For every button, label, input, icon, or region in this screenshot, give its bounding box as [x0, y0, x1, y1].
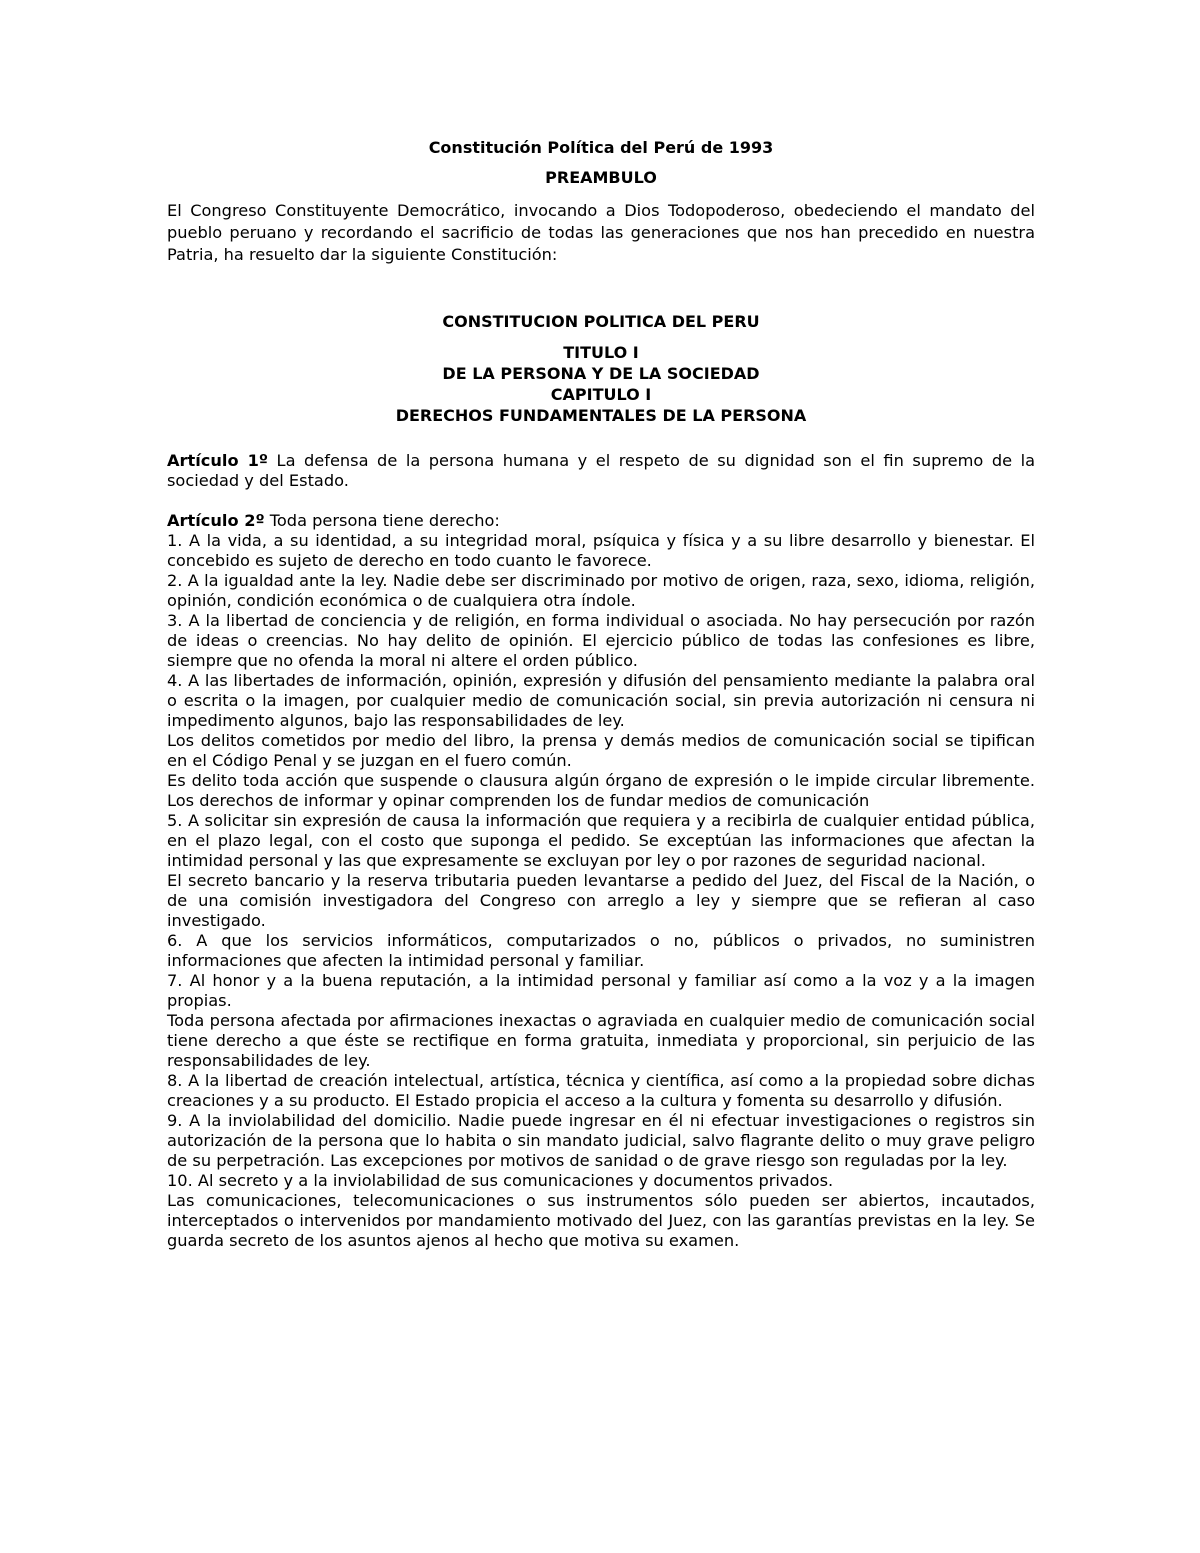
paragraph: 1. A la vida, a su identidad, a su integridad moral, psíquica y física y a su libre desarrollo y bienestar. El concebido es sujeto de derecho en todo cuanto le favorece. [167, 531, 1035, 570]
capitulo-heading: CAPITULO I [550, 385, 652, 404]
paragraph: Las comunicaciones, telecomunicaciones o sus instrumentos sólo pueden ser abiertos, incautados, interceptados o intervenidos por mandamiento motivado del Juez, con las garantías previstas en la ley. Se guarda secreto de los asuntos ajenos al hecho que motiva su examen. [167, 1191, 1035, 1250]
paragraph: 4. A las libertades de información, opinión, expresión y difusión del pensamiento mediante la palabra oral o escrita o la imagen, por cualquier medio de comunicación social, sin previa autorización ni censura ni impedimento algunos, bajo las responsabilidades de ley. [167, 671, 1035, 730]
paragraph: 8. A la libertad de creación intelectual, artística, técnica y científica, así como a la propiedad sobre dichas creaciones y a su producto. El Estado propicia el acceso a la cultura y fomenta su desarrollo y difusión. [167, 1071, 1035, 1110]
document-title: Constitución Política del Perú de 1993 [428, 138, 774, 157]
paragraph: 2. A la igualdad ante la ley. Nadie debe ser discriminado por motivo de origen, raza, sexo, idioma, religión, opinión, condición económica o de cualquiera otra índole. [167, 571, 1035, 610]
article-1-label: Artículo 1º [167, 451, 269, 470]
preamble-text: El Congreso Constituyente Democrático, invocando a Dios Todopoderoso, obedeciendo el mandato del pueblo peruano y recordando el sacrificio de todas las generaciones que nos han precedido en nuestra Patria, ha resuelto dar la siguiente Constitución: [167, 201, 1035, 264]
article-1 [167, 451, 1035, 491]
document-page [167, 138, 1035, 1251]
paragraph: 3. A la libertad de conciencia y de religión, en forma individual o asociada. No hay persecución por razón de ideas o creencias. No hay delito de opinión. El ejercicio público de todas las confesiones es libre, siempre que no ofenda la moral ni altere el orden público. [167, 611, 1035, 670]
preamble-heading: PREAMBULO [545, 168, 657, 187]
titulo-name: DE LA PERSONA Y DE LA SOCIEDAD [442, 364, 760, 383]
capitulo-name: DERECHOS FUNDAMENTALES DE LA PERSONA [395, 406, 807, 425]
article-2-text: Toda persona tiene derecho: [264, 511, 500, 530]
paragraph: 10. Al secreto y a la inviolabilidad de sus comunicaciones y documentos privados. [167, 1171, 834, 1190]
paragraph: 6. A que los servicios informáticos, computarizados o no, públicos o privados, no suministren informaciones que afecten la intimidad personal y familiar. [167, 931, 1035, 970]
paragraph: El secreto bancario y la reserva tributaria pueden levantarse a pedido del Juez, del Fiscal de la Nación, o de una comisión investigadora del Congreso con arreglo a ley y siempre que se refieran al caso investigado. [167, 871, 1035, 930]
article-2 [167, 511, 1035, 531]
paragraph: 9. A la inviolabilidad del domicilio. Nadie puede ingresar en él ni efectuar investigaciones o registros sin autorización de la persona que lo habita o sin mandato judicial, salvo flagrante delito o muy grave peligro de su perpetración. Las excepciones por motivos de sanidad o de grave riesgo son reguladas por la ley. [167, 1111, 1035, 1170]
titulo-heading: TITULO I [563, 343, 639, 362]
constitution-title: CONSTITUCION POLITICA DEL PERU [442, 312, 760, 331]
article-2-paragraphs [167, 531, 1035, 1251]
article-2-label: Artículo 2º [167, 511, 265, 530]
paragraph: 7. Al honor y a la buena reputación, a la intimidad personal y familiar así como a la voz y a la imagen propias. [167, 971, 1035, 1010]
paragraph: 5. A solicitar sin expresión de causa la información que requiera y a recibirla de cualquier entidad pública, en el plazo legal, con el costo que suponga el pedido. Se exceptúan las informaciones que afectan la intimidad personal y las que expresamente se excluyan por ley o por razones de seguridad nacional. [167, 811, 1035, 870]
article-1-text: La defensa de la persona humana y el respeto de su dignidad son el fin supremo de la sociedad y del Estado. [167, 451, 1035, 490]
paragraph: Es delito toda acción que suspende o clausura algún órgano de expresión o le impide circular libremente. Los derechos de informar y opinar comprenden los de fundar medios de comunicación [167, 771, 1035, 810]
section-headings [167, 342, 1035, 426]
paragraph: Los delitos cometidos por medio del libro, la prensa y demás medios de comunicación social se tipifican en el Código Penal y se juzgan en el fuero común. [167, 731, 1035, 770]
paragraph: Toda persona afectada por afirmaciones inexactas o agraviada en cualquier medio de comunicación social tiene derecho a que éste se rectifique en forma gratuita, inmediata y proporcional, sin perjuicio de las responsabilidades de ley. [167, 1011, 1035, 1070]
